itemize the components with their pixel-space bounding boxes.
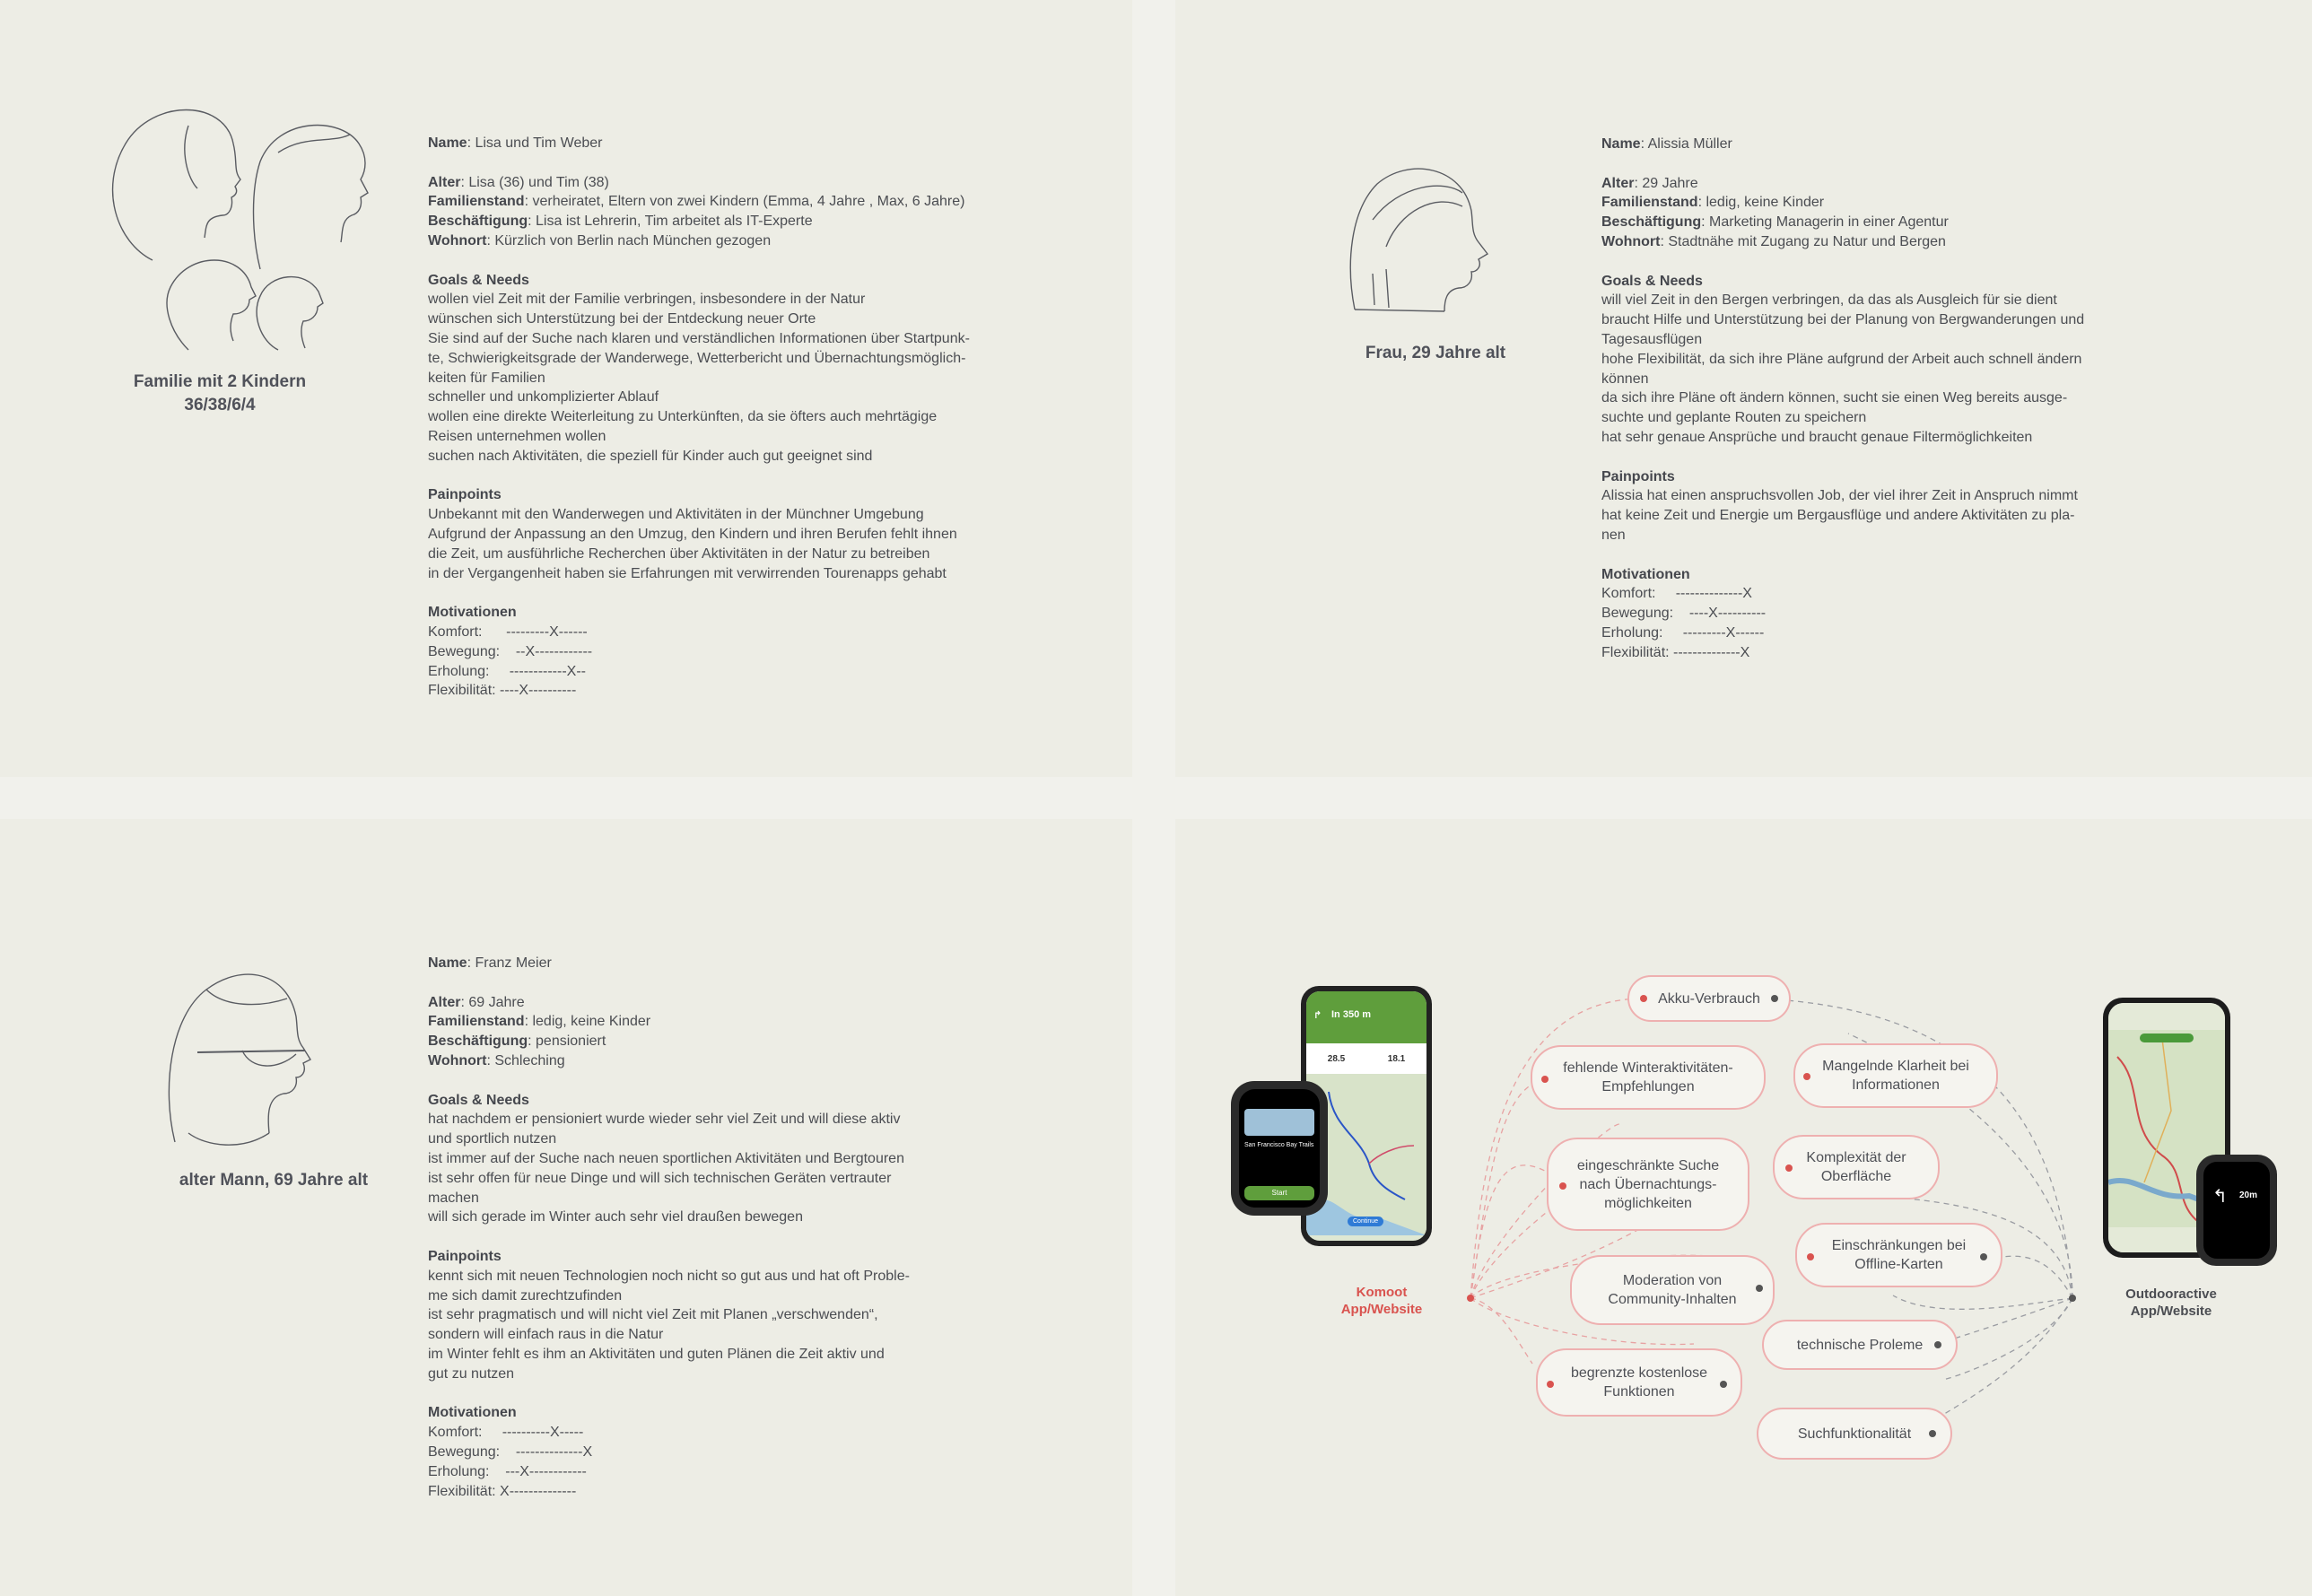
- goal-line: suchen nach Aktivitäten, die speziell für Kinder auch gut geeignet sind: [428, 448, 873, 464]
- watch-start-button[interactable]: Start: [1244, 1186, 1314, 1200]
- name-value: : Franz Meier: [467, 955, 552, 971]
- field-label: Alter: [1601, 175, 1635, 191]
- motivation-line: Komfort: ----------X-----: [428, 1425, 584, 1441]
- nav-arrow-icon: ↱: [1313, 1010, 1322, 1021]
- goal-line: machen: [428, 1190, 479, 1206]
- nav-distance: In 350 m: [1331, 1009, 1372, 1020]
- field-value: : Lisa (36) und Tim (38): [460, 174, 609, 190]
- komoot-nav-bar: [1306, 991, 1426, 1043]
- field-label: Alter: [428, 994, 461, 1010]
- motivation-line: Erholung: ---------X------: [1601, 624, 1765, 641]
- outdooractive-watch: [2196, 1155, 2277, 1266]
- goals-heading: Goals & Needs: [428, 1092, 529, 1108]
- pain-line: gut zu nutzen: [428, 1365, 515, 1382]
- komoot-app-label: Komoot App/Website: [1340, 1285, 1423, 1317]
- node-dot: [1803, 1073, 1810, 1080]
- pain-line: Unbekannt mit den Wanderwegen und Aktivitäten in der Münchner Umgebung: [428, 507, 924, 523]
- motivation-line: Flexibilität: ----X----------: [428, 683, 577, 699]
- motivations-heading: Motivationen: [1601, 566, 1690, 582]
- node-dot: [1559, 1182, 1566, 1190]
- goal-line: will sich gerade im Winter auch sehr viel draußen bewegen: [428, 1209, 803, 1225]
- name-value: : Alissia Müller: [1640, 136, 1732, 152]
- field-label: Beschäftigung: [1601, 214, 1702, 231]
- goal-line: Sie sind auf der Suche nach klaren und verständlichen Informationen über Startpunk-: [428, 330, 970, 346]
- field-label: Familienstand: [1601, 195, 1698, 211]
- field-value: : verheiratet, Eltern von zwei Kindern (Emma, 4 Jahre , Max, 6 Jahre): [524, 194, 965, 210]
- field-label: Wohnort: [1601, 233, 1661, 249]
- pain-line: im Winter fehlt es ihm an Aktivitäten und guten Plänen die Zeit aktiv und: [428, 1346, 885, 1362]
- stat-distance-2: 18.1: [1387, 1053, 1406, 1064]
- field-value: : Lisa ist Lehrerin, Tim arbeitet als IT-Experte: [528, 214, 813, 230]
- goal-line: hat nachdem er pensioniert wurde wieder sehr viel Zeit und will diese aktiv: [428, 1112, 901, 1128]
- node-dot: [1756, 1285, 1763, 1292]
- motivation-line: Bewegung: --------------X: [428, 1443, 593, 1460]
- motivation-line: Erholung: ------------X--: [428, 663, 586, 679]
- field-value: : 69 Jahre: [460, 994, 525, 1010]
- node-kostenlose-funktionen: begrenzte kostenlose Funktionen: [1536, 1348, 1742, 1417]
- persona-profile: [428, 134, 1074, 701]
- node-dot: [1640, 995, 1647, 1002]
- field-value: : 29 Jahre: [1634, 175, 1698, 191]
- watch-trail-title: San Francisco Bay Trails: [1244, 1142, 1314, 1148]
- goal-line: hohe Flexibilität, da sich ihre Pläne aufgrund der Arbeit auch schnell ändern: [1601, 351, 2082, 367]
- name-label: Name: [1601, 136, 1641, 152]
- goal-line: keiten für Familien: [428, 370, 545, 386]
- motivation-line: Komfort: --------------X: [1601, 586, 1752, 602]
- goal-line: schneller und unkomplizierter Ablauf: [428, 389, 659, 406]
- field-value: : Schleching: [486, 1052, 565, 1068]
- goals-heading: Goals & Needs: [428, 272, 529, 288]
- field-label: Familienstand: [428, 194, 525, 210]
- pain-line: die Zeit, um ausführliche Recherchen über Aktivitäten in der Natur zu betreiben: [428, 545, 930, 562]
- motivation-line: Komfort: ---------X------: [428, 624, 588, 640]
- goal-line: wünschen sich Unterstützung bei der Entdeckung neuer Orte: [428, 311, 816, 327]
- pain-line: me sich damit zurechtzufinden: [428, 1287, 623, 1304]
- painpoints-heading: Painpoints: [428, 1248, 502, 1264]
- node-community-moderation: Moderation von Community-Inhalten: [1570, 1255, 1775, 1325]
- node-akku-verbrauch: Akku-Verbrauch: [1627, 975, 1791, 1022]
- persona-caption: Frau, 29 Jahre alt: [1365, 344, 1506, 362]
- node-technische-probleme: technische Proleme: [1762, 1320, 1958, 1370]
- goal-line: hat sehr genaue Ansprüche und braucht genaue Filtermöglichkeiten: [1601, 429, 2033, 445]
- persona-panel-woman: [1175, 0, 2312, 777]
- pain-line: Alissia hat einen anspruchsvollen Job, der viel ihrer Zeit in Anspruch nimmt: [1601, 488, 2078, 504]
- field-row: [428, 212, 1074, 231]
- node-klarheit-informationen: Mangelnde Klarheit bei Informationen: [1793, 1043, 1998, 1108]
- goals-heading: Goals & Needs: [1601, 273, 1703, 289]
- goal-line: will viel Zeit in den Bergen verbringen, da das als Ausgleich für sie dient: [1601, 292, 2057, 309]
- node-uebernachtungssuche: eingeschränkte Suche nach Übernachtungs- möglichkeiten: [1547, 1138, 1749, 1231]
- field-label: Wohnort: [428, 1052, 487, 1068]
- field-value: : ledig, keine Kinder: [524, 1014, 651, 1030]
- komoot-hub-dot: [1467, 1295, 1474, 1302]
- persona-profile: [1601, 135, 2247, 663]
- watch-distance: 20m: [2239, 1190, 2258, 1200]
- node-suchfunktionalitaet: Suchfunktionalität: [1757, 1408, 1952, 1460]
- field-value: : Marketing Managerin in einer Agentur: [1701, 214, 1949, 231]
- pain-line: ist sehr pragmatisch und will nicht viel Zeit mit Planen „verschwenden“,: [428, 1307, 878, 1323]
- persona-caption: alter Mann, 69 Jahre alt: [179, 1171, 369, 1190]
- field-row: [428, 192, 1074, 212]
- field-label: Familienstand: [428, 1014, 525, 1030]
- node-dot: [1934, 1341, 1941, 1348]
- name-row: [428, 134, 1074, 153]
- motivation-line: Flexibilität: --------------X: [1601, 644, 1750, 660]
- name-value: : Lisa und Tim Weber: [467, 135, 603, 151]
- goal-line: da sich ihre Pläne oft ändern können, sucht sie einen Weg bereits ausge-: [1601, 390, 2068, 406]
- node-dot: [1771, 995, 1778, 1002]
- node-offline-karten: Einschränkungen bei Offline-Karten: [1795, 1223, 2002, 1287]
- node-dot: [1807, 1253, 1814, 1260]
- motivation-line: Flexibilität: X--------------: [428, 1483, 577, 1499]
- motivation-line: Bewegung: --X------------: [428, 643, 593, 659]
- goal-line: ist sehr offen für neue Dinge und will sich technischen Geräten vertrauter: [428, 1170, 892, 1186]
- field-row: [428, 173, 1074, 193]
- persona-profile: [428, 954, 1074, 1501]
- node-dot: [1785, 1164, 1793, 1172]
- field-row: [428, 231, 1074, 251]
- pain-line: nen: [1601, 527, 1626, 543]
- komoot-stats: [1306, 1043, 1426, 1074]
- outdooractive-app-label: Outdooractive App/Website: [2125, 1286, 2217, 1319]
- field-label: Alter: [428, 174, 461, 190]
- stat-distance-1: 28.5: [1327, 1053, 1346, 1064]
- persona-caption: Familie mit 2 Kindern 36/38/6/4: [133, 372, 307, 414]
- field-label: Beschäftigung: [428, 1033, 528, 1050]
- goal-line: braucht Hilfe und Unterstützung bei der Planung von Bergwanderungen und: [1601, 312, 2085, 328]
- motivations-heading: Motivationen: [428, 1405, 517, 1421]
- node-komplexitaet: Komplexität der Oberfläche: [1773, 1135, 1940, 1199]
- pain-line: in der Vergangenheit haben sie Erfahrungen mit verwirrenden Tourenapps gehabt: [428, 565, 947, 581]
- field-value: : pensioniert: [528, 1033, 606, 1050]
- node-dot: [1547, 1381, 1554, 1388]
- field-label: Wohnort: [428, 232, 487, 249]
- goal-line: ist immer auf der Suche nach neuen sportlichen Aktivitäten und Bergtouren: [428, 1150, 904, 1166]
- node-dot: [1541, 1076, 1549, 1083]
- goal-line: wollen viel Zeit mit der Familie verbringen, insbesondere in der Natur: [428, 292, 866, 308]
- continue-button[interactable]: Continue: [1348, 1217, 1383, 1226]
- watch-map-card: [1244, 1109, 1314, 1136]
- goal-line: suchte und geplante Routen zu speichern: [1601, 410, 1867, 426]
- goal-line: können: [1601, 371, 1649, 387]
- komoot-watch: [1231, 1081, 1328, 1216]
- field-value: : Stadtnähe mit Zugang zu Natur und Bergen: [1660, 233, 1946, 249]
- node-dot: [1929, 1430, 1936, 1437]
- goal-line: wollen eine direkte Weiterleitung zu Unterkünften, da sie öfters auch mehrtägige: [428, 409, 938, 425]
- name-label: Name: [428, 135, 467, 151]
- goal-line: te, Schwierigkeitsgrade der Wanderwege, Wetterbericht und Übernachtungsmöglich-: [428, 350, 966, 366]
- pain-line: Aufgrund der Anpassung an den Umzug, den Kindern und ihren Berufen fehlt ihnen: [428, 526, 957, 542]
- goal-line: Tagesausflügen: [1601, 331, 1703, 347]
- turn-left-icon: ↰: [2212, 1187, 2228, 1207]
- pain-line: hat keine Zeit und Energie um Bergausflüge und andere Aktivitäten zu pla-: [1601, 508, 2075, 524]
- name-label: Name: [428, 955, 467, 971]
- app-comparison-panel: [1175, 819, 2312, 1596]
- motivations-heading: Motivationen: [428, 605, 517, 621]
- pain-line: kennt sich mit neuen Technologien noch nicht so gut aus und hat oft Proble-: [428, 1268, 910, 1284]
- goal-line: Reisen unternehmen wollen: [428, 428, 606, 444]
- motivation-line: Erholung: ---X------------: [428, 1463, 587, 1479]
- persona-panel-family: [0, 0, 1132, 777]
- node-winteraktivitaeten: fehlende Winteraktivitäten- Empfehlungen: [1531, 1045, 1766, 1110]
- goal-line: und sportlich nutzen: [428, 1131, 557, 1147]
- field-value: : ledig, keine Kinder: [1697, 195, 1825, 211]
- node-dot: [1980, 1253, 1987, 1260]
- outdooractive-hub-dot: [2069, 1295, 2076, 1302]
- motivation-line: Bewegung: ----X----------: [1601, 606, 1767, 622]
- pain-line: sondern will einfach raus in die Natur: [428, 1327, 664, 1343]
- node-dot: [1720, 1381, 1727, 1388]
- painpoints-heading: Painpoints: [428, 487, 502, 503]
- persona-panel-old-man: [0, 819, 1132, 1596]
- field-label: Beschäftigung: [428, 214, 528, 230]
- field-value: : Kürzlich von Berlin nach München gezogen: [486, 232, 772, 249]
- painpoints-heading: Painpoints: [1601, 468, 1675, 484]
